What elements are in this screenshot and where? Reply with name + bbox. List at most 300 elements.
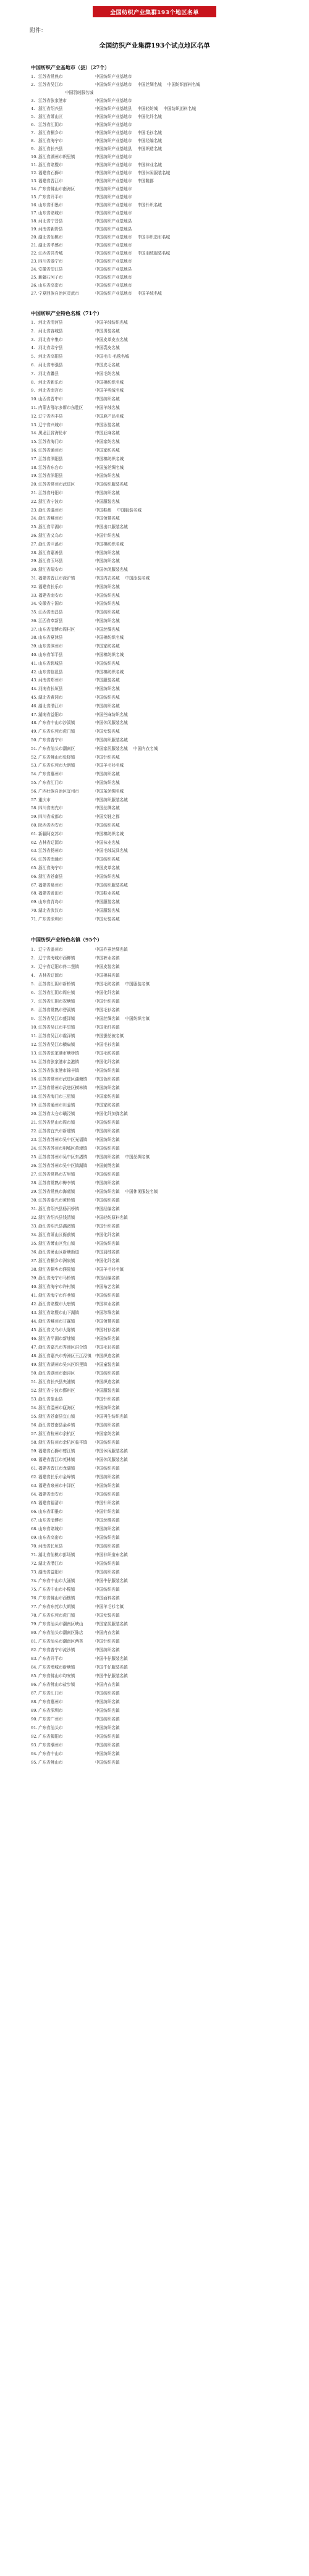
- list-item-line: [31, 1256, 297, 1265]
- list-item: [31, 745, 297, 754]
- item-title: 中国纺织产业基地市: [95, 122, 132, 127]
- list-item-line: [31, 634, 297, 642]
- list-item: [31, 1170, 297, 1179]
- section-heading: 中国纺织产业特色名城（71个）: [31, 310, 103, 316]
- list-item-line: [31, 429, 297, 438]
- list-item: [31, 1663, 297, 1672]
- list-item-line: [31, 1058, 297, 1066]
- list-item: [31, 481, 297, 489]
- item-title: 中国纺织名城: [95, 584, 120, 589]
- item-number: 27.: [31, 541, 38, 547]
- item-place: 浙江省湖州市南浔区: [38, 1370, 75, 1376]
- item-number: 50.: [31, 738, 38, 743]
- item-place: 浙江省平湖市新埭镇: [38, 1336, 75, 1341]
- item-title: 中国内衣名城: [133, 746, 158, 751]
- list-item: [31, 1378, 297, 1386]
- list-item-line: [31, 404, 297, 413]
- item-number: 8.: [31, 379, 35, 385]
- list-item-line: [31, 447, 297, 455]
- item-place: 江苏省常熟市碧溪镇: [38, 1007, 75, 1012]
- item-title: 中国纺织名镇: [95, 1336, 120, 1341]
- list-item-line: [31, 856, 297, 864]
- item-place: 湖北省仙桃市彭场镇: [38, 1552, 75, 1557]
- list-item: [31, 1749, 297, 1758]
- item-place: 浙江省义乌市: [38, 532, 63, 538]
- item-place: 浙江省湖州市吴兴区织里镇: [38, 1362, 88, 1367]
- item-place: 浙江省苍南县金乡镇: [38, 1422, 75, 1428]
- list-item: [31, 1006, 297, 1014]
- list-item: [31, 754, 297, 762]
- item-number: 63.: [31, 848, 38, 854]
- list-item: [31, 1525, 297, 1533]
- item-place: 福建省石狮市蚶江镇: [38, 1448, 75, 1454]
- list-item: [31, 583, 297, 592]
- list-item: [31, 1473, 297, 1481]
- item-number: 67.: [31, 1517, 38, 1523]
- item-number: 91.: [31, 1725, 38, 1730]
- item-title: 中国棉纺织名城: [95, 652, 124, 658]
- item-place: 福建省晋江市英林镇: [38, 1457, 75, 1462]
- list-item: [31, 711, 297, 720]
- item-place: 广东省汕头市潮南区: [38, 746, 75, 751]
- item-place: 江苏省吴江市: [38, 82, 63, 87]
- list-item-line: [31, 1049, 297, 1058]
- item-title: 中国纺织名城: [95, 592, 120, 598]
- item-place: 河北省新乐市: [38, 379, 63, 385]
- list-item: [31, 169, 297, 177]
- list-item-line: [31, 882, 297, 890]
- item-place: 福建省南安市: [38, 592, 63, 598]
- section-heading: 中国纺织产业特色名镇（95个）: [31, 936, 103, 943]
- list-item: [31, 1559, 297, 1568]
- item-title: 中国纺织名镇: [95, 1422, 120, 1428]
- list-item-line: [31, 1421, 297, 1429]
- section-1: [31, 62, 297, 298]
- item-place: 广东省普宁市: [38, 738, 63, 743]
- list-item-line: [31, 1611, 297, 1620]
- list-item-line: [31, 97, 297, 105]
- item-place: 广东省东莞市虎门镇: [38, 729, 75, 734]
- list-item-line: [31, 515, 297, 523]
- item-number: 71.: [31, 916, 38, 922]
- list-item-line: [31, 1179, 297, 1187]
- item-number: 27.: [31, 1171, 38, 1177]
- item-title: 中国亚麻名城: [95, 431, 120, 436]
- list-item: [31, 1187, 297, 1196]
- item-number: 39.: [31, 644, 38, 649]
- list-item-line: [31, 1161, 297, 1170]
- list-item: [31, 600, 297, 608]
- item-number: 8.: [31, 138, 35, 143]
- list-item: [31, 1222, 297, 1231]
- item-number: 61.: [31, 1465, 38, 1471]
- item-place: 广西壮族自治区宜州市: [38, 788, 79, 794]
- item-title: 中国棉纺织名城: [95, 669, 124, 675]
- list-item: [31, 1429, 297, 1438]
- item-place: 浙江省诸暨市: [38, 162, 63, 167]
- item-title: 中国纺织名城: [95, 823, 120, 828]
- item-title: 中国服装名城: [95, 499, 120, 504]
- item-title: 中国纺织产业基地市: [95, 275, 132, 280]
- list-item: [31, 1551, 297, 1559]
- list-item-line: [31, 472, 297, 481]
- item-place: 江苏省昆山市周市镇: [38, 1119, 75, 1125]
- list-item-line: [31, 177, 297, 185]
- list-item-line: [31, 1248, 297, 1256]
- item-number: 62.: [31, 840, 38, 845]
- list-item-line: [31, 1559, 297, 1568]
- item-title: 中国休闲服装名城: [95, 567, 128, 573]
- item-number: 42.: [31, 669, 38, 675]
- item-title: 中国皮装名镇: [95, 964, 120, 969]
- list-item-line: [31, 113, 297, 121]
- list-item: [31, 1602, 297, 1611]
- list-item-line: [31, 770, 297, 779]
- item-number: 24.: [31, 267, 38, 272]
- item-number: 92.: [31, 1733, 38, 1739]
- item-number: 84.: [31, 1664, 38, 1670]
- list-item-line: [31, 1170, 297, 1179]
- list-item: [31, 1049, 297, 1058]
- item-number: 3.: [31, 964, 35, 969]
- list-item-line: [31, 988, 297, 997]
- list-item-line: [31, 1749, 297, 1758]
- item-number: 29.: [31, 1189, 38, 1194]
- list-item-line: [31, 1006, 297, 1014]
- item-title: 中国袜业名镇: [95, 1301, 120, 1307]
- list-item: [31, 1637, 297, 1646]
- item-place: 湖北省潜江市: [38, 703, 63, 709]
- item-number: 6.: [31, 990, 35, 995]
- item-place: 江苏省通州市川姜镇: [38, 1102, 75, 1108]
- item-title: 中国袜业名城: [137, 162, 162, 167]
- item-title: 中国纺织面料名城: [163, 106, 197, 111]
- list-item-line: [31, 153, 297, 161]
- item-number: 57.: [31, 1431, 38, 1436]
- item-title: 中国非织造布名城: [137, 235, 171, 240]
- item-number: 72.: [31, 1560, 38, 1566]
- list-item: [31, 242, 297, 250]
- list-item-line: [31, 1343, 297, 1352]
- item-title: 中国纺织名城: [95, 703, 120, 709]
- item-title: 中国纺织名镇: [95, 1439, 120, 1445]
- item-title: 中国童装名镇: [95, 1362, 120, 1367]
- list-item: [31, 617, 297, 626]
- list-item: [31, 447, 297, 455]
- list-item-line: [31, 1732, 297, 1741]
- list-item-line: [31, 242, 297, 250]
- item-place: 广东省开平市: [38, 195, 63, 200]
- list-item: [31, 379, 297, 387]
- list-item-line: [31, 1654, 297, 1663]
- item-title: 中国纺织产业基地市: [95, 211, 132, 216]
- item-title: 中国羽绒服名城: [65, 90, 94, 95]
- list-item-line: [31, 945, 297, 954]
- item-title: 中国纺织产业基地市: [95, 179, 132, 183]
- list-item: [31, 113, 297, 121]
- item-number: 4.: [31, 972, 35, 978]
- list-item: [31, 177, 297, 185]
- item-title: 中国纺织名镇: [95, 1699, 120, 1704]
- list-item: [31, 779, 297, 788]
- list-item: [31, 258, 297, 266]
- list-item: [31, 1066, 297, 1075]
- list-item-line: [31, 668, 297, 677]
- item-number: 7.: [31, 998, 35, 1004]
- item-title: 中国纺织名城: [95, 550, 120, 555]
- item-title: 中国茧丝绸名城: [95, 465, 124, 470]
- item-number: 58.: [31, 806, 38, 811]
- item-place: 广东省东莞市大朗镇: [38, 1604, 75, 1609]
- item-title: 中国纺织名镇: [95, 1171, 120, 1177]
- item-number: 11.: [31, 405, 38, 410]
- item-place: 福建省石狮市: [38, 170, 63, 175]
- list-item-line: [31, 1533, 297, 1542]
- list-item: [31, 915, 297, 924]
- list-item-line: [31, 1499, 297, 1507]
- list-item: [31, 1058, 297, 1066]
- item-number: 68.: [31, 1526, 38, 1531]
- list-item-line: [31, 387, 297, 395]
- item-number: 65.: [31, 865, 38, 870]
- list-item-line: [31, 1196, 297, 1205]
- list-item: [31, 413, 297, 421]
- list-item: [31, 1352, 297, 1360]
- item-number: 14.: [31, 431, 38, 436]
- list-item: [31, 1594, 297, 1602]
- list-item-line: [31, 1334, 297, 1343]
- item-title: 中国纺织产业基地市: [95, 235, 132, 240]
- item-place: 浙江省宁波市鄞州区: [38, 1387, 75, 1393]
- list-item: [31, 1611, 297, 1620]
- list-item: [31, 997, 297, 1006]
- item-title: 中国针织名镇: [95, 1396, 120, 1402]
- list-item-line: [31, 1291, 297, 1300]
- item-title: 中国纺织产业基地县: [95, 227, 132, 232]
- item-place: 江苏省苏州市吴中区镇湖镇: [38, 1163, 88, 1168]
- item-title: 中国针织名镇: [95, 1500, 120, 1505]
- list-item-line: [31, 839, 297, 848]
- item-number: 62.: [31, 1474, 38, 1480]
- list-item: [31, 1646, 297, 1654]
- item-place: 浙江省桐乡市洲泉镇: [38, 1258, 75, 1263]
- item-title: 中国轻纺城: [137, 106, 158, 111]
- item-place: 浙江省长兴县夹浦镇: [38, 1379, 75, 1384]
- item-title: 中国裤业名镇: [95, 955, 120, 961]
- list-item-line: [31, 1429, 297, 1438]
- item-number: 79.: [31, 1621, 38, 1627]
- item-place: 浙江省宁波市: [38, 499, 63, 504]
- item-number: 67.: [31, 882, 38, 888]
- list-item: [31, 1654, 297, 1663]
- list-item: [31, 489, 297, 498]
- item-number: 68.: [31, 891, 38, 896]
- list-item-line: [31, 1706, 297, 1715]
- list-item-line: [31, 1672, 297, 1680]
- item-place: 浙江省绍兴县钱清镇: [38, 1214, 75, 1220]
- item-place: 江苏省江阴市周庄镇: [38, 990, 75, 995]
- item-place: 辽宁省西丰县: [38, 413, 63, 419]
- item-number: 18.: [31, 219, 38, 224]
- list-item-line: [31, 1144, 297, 1153]
- item-title: 中国丝绸名城: [137, 82, 162, 87]
- list-item: [31, 404, 297, 413]
- item-number: 24.: [31, 516, 38, 521]
- item-number: 45.: [31, 1327, 38, 1332]
- list-item: [31, 608, 297, 617]
- item-place: 江西省共青城: [38, 251, 63, 256]
- banner-title: 全国纺织产业集群193个地区名单: [110, 9, 199, 16]
- list-item-line: [31, 1464, 297, 1473]
- list-item: [31, 1291, 297, 1300]
- item-number: 10.: [31, 154, 38, 159]
- item-place: 河北省枣强县: [38, 362, 63, 368]
- item-place: 辽宁省兴城市: [38, 422, 63, 427]
- list-item: [31, 1672, 297, 1680]
- list-item: [31, 1256, 297, 1265]
- list-item-line: [31, 1378, 297, 1386]
- item-place: 湖北省潜江市: [38, 1560, 63, 1566]
- item-title: 中国纺织产业基地市: [95, 114, 132, 119]
- item-title: 中国纺织产业基地县: [95, 267, 132, 272]
- item-place: 广东省增城市新塘镇: [38, 1664, 75, 1670]
- item-title: 中国针织名镇: [95, 998, 120, 1004]
- list-item-line: [31, 1101, 297, 1109]
- item-title: 中国纺织名镇: [95, 1647, 120, 1652]
- item-number: 3.: [31, 98, 35, 103]
- item-number: 30.: [31, 1197, 38, 1203]
- item-place: 山东省郓城县: [38, 660, 63, 666]
- item-number: 40.: [31, 1284, 38, 1289]
- list-item: [31, 1438, 297, 1447]
- item-place: 广东省江门市: [38, 780, 63, 786]
- list-item-line: [31, 1698, 297, 1706]
- list-item-line: [31, 1741, 297, 1749]
- item-number: 16.: [31, 447, 38, 453]
- list-item-line: [31, 1274, 297, 1282]
- list-item: [31, 1464, 297, 1473]
- list-item-line: [31, 498, 297, 507]
- list-item: [31, 1421, 297, 1429]
- item-title: 中国棉纺织名城: [95, 635, 124, 641]
- item-title: 中国家居服装名镇: [95, 1621, 128, 1627]
- list-item-line: [31, 549, 297, 558]
- item-number: 32.: [31, 584, 38, 589]
- item-number: 64.: [31, 857, 38, 862]
- item-place: 浙江省嵊州市甘霖镇: [38, 1318, 75, 1324]
- list-item-line: [31, 1127, 297, 1135]
- item-title: 中国牛仔服装名镇: [95, 1578, 128, 1583]
- item-place: 浙江省萧山区新塘街道: [38, 1249, 79, 1255]
- item-title: 中国化纤名城: [137, 114, 162, 119]
- list-item-line: [31, 1602, 297, 1611]
- list-item: [31, 344, 297, 353]
- list-item-line: [31, 575, 297, 583]
- list-item: [31, 81, 297, 97]
- item-place: 江苏省张家港市锦丰镇: [38, 1067, 79, 1073]
- list-item-line: [31, 1317, 297, 1326]
- item-place: 福建省福清市: [38, 1500, 63, 1505]
- item-title: 中国纺织名城: [95, 857, 120, 862]
- item-number: 81.: [31, 1638, 38, 1644]
- list-item-line: [31, 73, 297, 81]
- item-number: 4.: [31, 345, 35, 351]
- list-item-line: [31, 728, 297, 736]
- item-title: 中国织造名城: [137, 146, 162, 151]
- item-place: 浙江省义乌市大陈镇: [38, 1327, 75, 1332]
- item-title: 中国棉纺织名城: [95, 541, 124, 547]
- list-item: [31, 592, 297, 600]
- item-number: 12.: [31, 1042, 38, 1047]
- item-number: 6.: [31, 122, 35, 127]
- list-item-line: [31, 1153, 297, 1161]
- item-number: 1.: [31, 946, 35, 952]
- list-item-line: [31, 193, 297, 201]
- list-item-line: [31, 1447, 297, 1455]
- item-number: 87.: [31, 1690, 38, 1696]
- item-number: 70.: [31, 907, 38, 913]
- list-item-line: [31, 736, 297, 745]
- list-item-line: [31, 1213, 297, 1222]
- item-number: 28.: [31, 1180, 38, 1185]
- item-place: 江苏省常熟市海虞镇: [38, 1189, 75, 1194]
- item-number: 90.: [31, 1716, 38, 1722]
- item-number: 1.: [31, 74, 35, 79]
- item-title: 中国织造名镇: [95, 1379, 120, 1384]
- list-item-line: [31, 250, 297, 258]
- item-number: 38.: [31, 635, 38, 641]
- list-item-line: [31, 327, 297, 336]
- list-item-line: [31, 1404, 297, 1412]
- item-number: 59.: [31, 814, 38, 820]
- list-item-line: [31, 523, 297, 532]
- item-place: 广东省中山市小榄镇: [38, 1586, 75, 1592]
- list-item: [31, 1135, 297, 1144]
- list-item-line: [31, 344, 297, 353]
- list-item-line: [31, 217, 297, 225]
- list-item: [31, 1161, 297, 1170]
- list-item: [31, 890, 297, 898]
- list-item: [31, 1127, 297, 1135]
- item-place: 辽宁省盖州市: [38, 946, 63, 952]
- item-number: 25.: [31, 524, 38, 530]
- item-place: 江苏省张家港市塘桥镇: [38, 1050, 79, 1056]
- list-item: [31, 980, 297, 988]
- list-item: [31, 137, 297, 145]
- item-place: 山西省晋中市: [38, 397, 63, 402]
- list-item: [31, 626, 297, 634]
- list-item: [31, 353, 297, 361]
- list-item-line: [31, 592, 297, 600]
- list-item-line: [31, 788, 297, 796]
- item-place: 河南省长垣县: [38, 686, 63, 692]
- item-title: 中国休闲服装名镇: [125, 1189, 158, 1194]
- item-title: 中国纺织名镇: [95, 1569, 120, 1575]
- list-item: [31, 336, 297, 345]
- item-number: 11.: [31, 162, 38, 167]
- item-title: 中国纺织名镇: [95, 1137, 120, 1142]
- item-title: 中国牛仔服装名镇: [95, 1656, 128, 1661]
- list-item-line: [31, 1542, 297, 1551]
- item-number: 2.: [31, 82, 35, 87]
- section-gap: [31, 298, 297, 308]
- list-item: [31, 830, 297, 839]
- item-title: 中国经编名城: [137, 138, 162, 143]
- item-title: 中国丝绸名镇: [125, 1154, 150, 1160]
- list-item-line: [31, 1205, 297, 1213]
- item-number: 21.: [31, 243, 38, 248]
- item-title: 中国纺织产业基地县: [95, 219, 132, 224]
